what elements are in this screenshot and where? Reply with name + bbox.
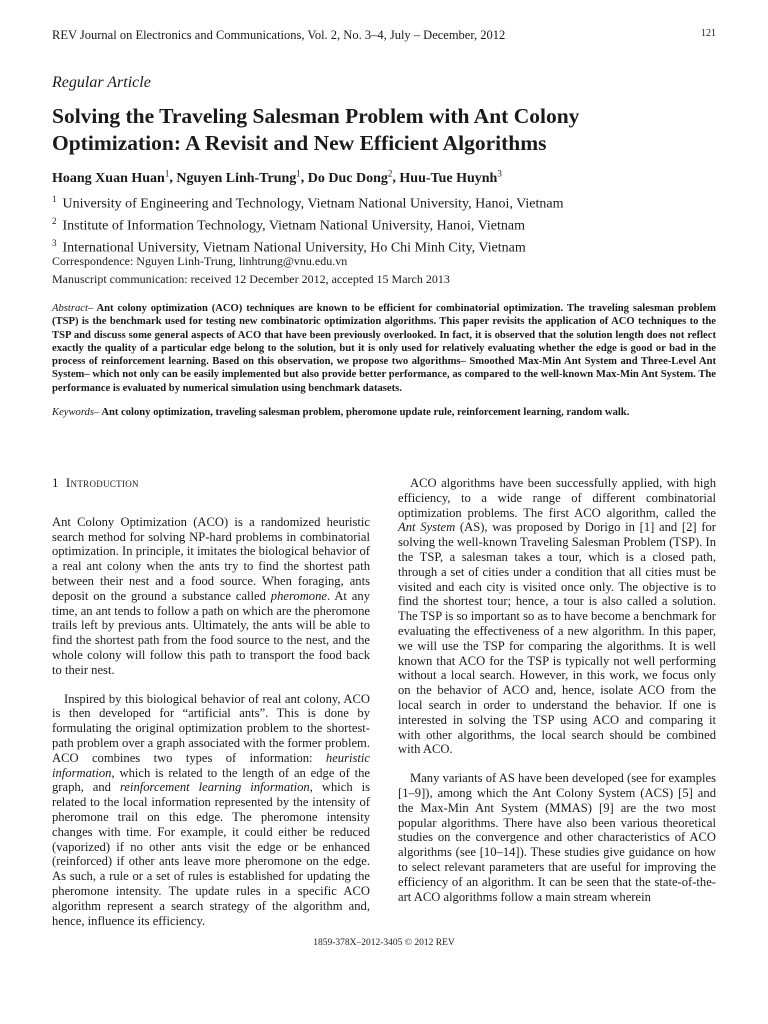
correspondence-block [52,252,450,288]
abstract-text: Ant colony optimization (ACO) techniques are known to be efficient for combinatorial optimization. The traveling salesman problem (TSP) is the benchmark used for testing new combinatoric optimization algorithms. This paper revisits the application of ACO techniques to the TSP and discuss some general aspects of ACO that have been previously overlooked. In fact, it is observed that the solution length does not reflect exactly the quality of a particular edge belong to the solution, but it is only used for relatively evaluating whether the edge is good or bad in the process of reinforcement learning. Based on this observation, we propose two algorithms– Smoothed Max-Min Ant System and Three-Level Ant System– which not only can be easily implemented but also provide better performance, as compared to the well-known Max-Min Ant System. The performance is evaluated by numerical simulation using benchmark datasets. [52,303,716,394]
affiliation-1: $^1$ University of Engineering and Technology, Vietnam National University, Hanoi, Vietnam [52,194,564,212]
journal-citation: REV Journal on Electronics and Communications, Vol. 2, No. 3–4, July – December, 2012 [52,28,506,42]
keywords-label: Keywords– [52,407,100,418]
emphasized-term: pheromone [270,588,327,603]
body-paragraph [52,515,370,678]
affiliation-3: $^3$ International University, Vietnam National University, Ho Chi Minh City, Vietnam [52,238,526,256]
article-type: Regular Article [52,74,151,91]
keywords-text: Ant colony optimization, traveling salesman problem, pheromone update rule, reinforcement learning, random walk. [99,407,630,418]
paragraph-text: Many variants of AS have been developed (see for examples [1–9]), among which the Ant Colony System (ACS) [5] and the Max-Min Ant System (MMAS) [9] are the two most popular algorithms. There have also been various theoretical studies on the convergence and other characteristics of ACO algorithms (see [10–14]). These studies give guidance on how to select relevant parameters that are useful for improving the efficiency of an algorithm. It can be seen that the state-of-the-art ACO algorithms follow a main stream wherein [398,771,716,904]
body-paragraph [398,771,716,904]
paragraph-text: . At any time, an ant tends to follow a path on which are the pheromone trails left by previous ants. Ultimately, the ants will be able to find the shortest path from the food source to the nest, and the whole colony will follow this path to transport the food back to their nest. [52,588,370,677]
page-footer: 1859-378X–2012-3405 © 2012 REV [313,938,455,948]
author-4: Huu-Tue Huynh$^3$ [399,168,502,186]
author-2: Nguyen Linh-Trung$^1$ [176,168,301,186]
section-number: 1 [52,475,59,490]
abstract-label: Abstract– [52,303,94,314]
paragraph-text: , which is related to the local information represented by the intensity of pheromone trail on this edge. The pheromone intensity changes with time. For example, it could either be reduced (vaporized) if no other ants visit the edge or be enhanced (reinforced) if other ants leave more pheromone on the edge. As such, a rule or a set of rules is established for updating the pheromone intensity. The update rules in a specific ACO algorithm represent a search strategy of the algorithm and, hence, influence its efficiency. [52,780,370,928]
emphasized-term: Ant System [398,520,456,535]
manuscript-dates: Manuscript communication: received 12 December 2012, accepted 15 March 2013 [52,272,450,286]
author-1: Hoang Xuan Huan$^1$ [52,168,170,186]
page-number: 121 [701,28,716,39]
correspondence: Correspondence: Nguyen Linh-Trung, linhtrung@vnu.edu.vn [52,254,348,268]
section-heading [52,476,370,491]
paragraph-text: ACO algorithms have been successfully applied, with high efficiency, to a wide range of different combinatorial optimization problems. The first ACO algorithm, called the [398,476,716,520]
paragraph-text: Ant Colony Optimization (ACO) is a randomized heuristic search method for solving NP-hard problems in combinatorial optimization. In principle, it imitates the biological behavior of a real ant colony when the ants try to find the shortest path between their nest and a food source. When foraging, ants deposit on the ground a substance called [52,514,370,603]
paragraph-text: , which is related to the length of an edge of the graph, and [52,765,370,795]
paper-title: Solving the Traveling Salesman Problem with Ant Colony Optimization: A Revisit and New Efficient Algorithms [52,104,580,155]
author-3: Do Duc Dong$^2$ [307,168,393,186]
emphasized-term: heuristic information [52,750,370,780]
author-list: Hoang Xuan Huan$^1$, Nguyen Linh-Trung$^1$, Do Duc Dong$^2$, Huu-Tue Huynh$^3$ [52,168,502,186]
left-column [52,476,370,928]
affiliation-list [52,191,563,257]
keywords [52,406,716,419]
body-paragraph [398,476,716,757]
right-column [398,476,716,904]
section-title: Introduction [65,475,139,490]
body-paragraph [52,692,370,929]
right-column-body [398,476,716,904]
paragraph-text: (AS), was proposed by Dorigo in [1] and [2] for solving the well-known Traveling Salesman Problem (TSP). In the TSP, a salesman takes a tour, which is a closed path, through a set of cities under a condition that all cities must be visited and each city is visited once only. The objective is to find the shortest tour; hence, a tour is also called a solution. The TSP is so important so as to have become a benchmark for evaluating the effectiveness of a new algorithm. In this paper, we will use the TSP for comparing the algorithms. It is well known that ACO for the TSP is typically not well performing without a local search. However, in this work, we focus only on the behavior of ACO and, hence, isolate ACO from the local search in order to understand the behavior. If one is interested in solving the TSP using ACO and comparing it with other algorithms, the local search should be combined with ACO. [398,520,717,757]
running-header [52,28,716,43]
left-column-body [52,515,370,929]
affiliation-2: $^2$ Institute of Information Technology, Vietnam National University, Hanoi, Vietnam [52,216,525,234]
emphasized-term: reinforcement learning information [119,780,310,795]
paragraph-text: Inspired by this biological behavior of real ant colony, ACO is then developed for “artificial ants”. This is done by formulating the original optimization problem to the shortest-path problem over a graph associated with the former problem. ACO combines two types of information: [52,691,370,765]
abstract [52,302,716,395]
